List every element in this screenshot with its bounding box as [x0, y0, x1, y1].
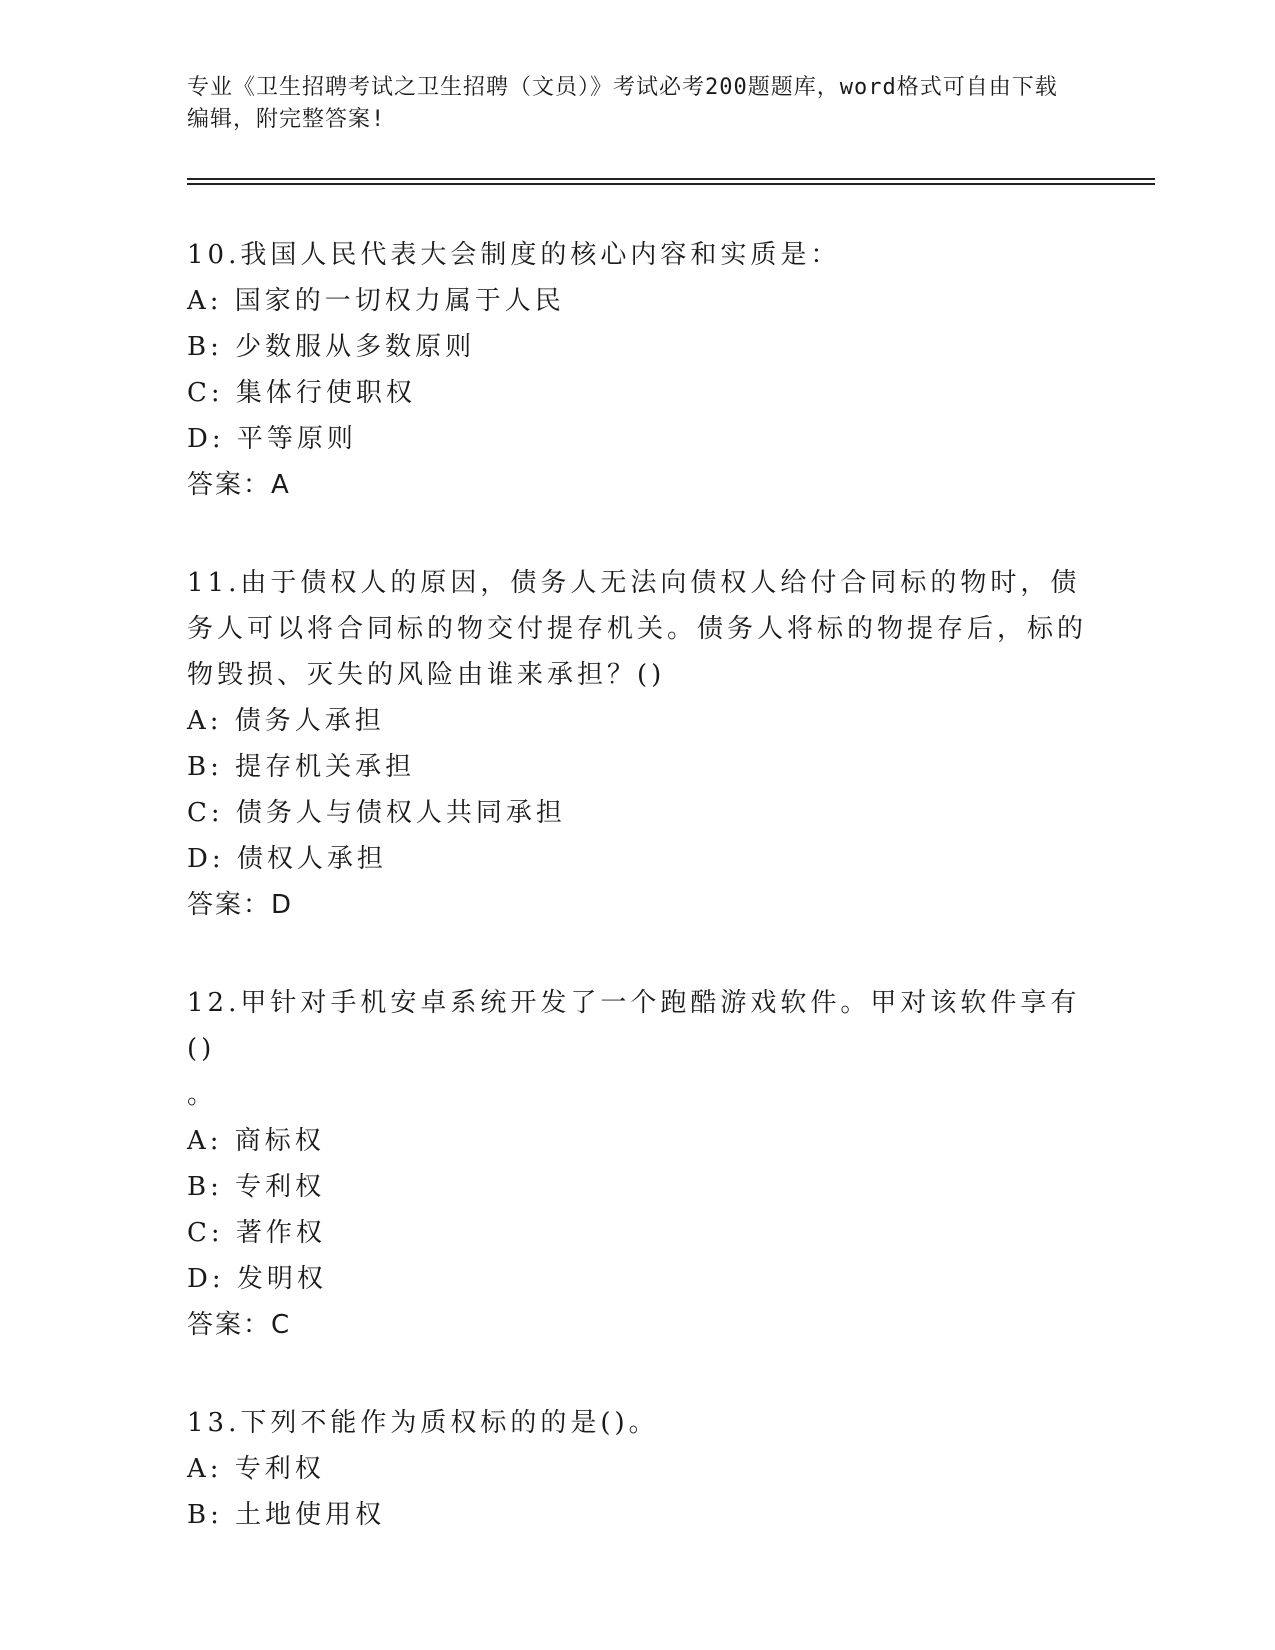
answer: 答案：C [187, 1310, 292, 1340]
question-text: 11.由于债权人的原因，债务人无法向债权人给付合同标的物时，债务人可以将合同标的物交付提存机关。债务人将标的物提存后，标的物毁损、灭失的风险由谁来承担？() [187, 568, 1088, 690]
question-13 [187, 1400, 1087, 1538]
header-rule-top [187, 178, 1155, 180]
option-a: A: 专利权 [187, 1454, 325, 1484]
option-b: B: 土地使用权 [187, 1500, 386, 1530]
answer: 答案：D [187, 890, 294, 920]
option-a: A: 商标权 [187, 1126, 325, 1156]
question-list [187, 232, 1087, 1590]
option-d: D: 债权人承担 [187, 844, 387, 874]
option-d: D: 平等原则 [187, 424, 357, 454]
option-c: C: 集体行使职权 [187, 378, 416, 408]
option-c: C: 著作权 [187, 1218, 326, 1248]
question-12 [187, 980, 1087, 1348]
option-b: B: 少数服从多数原则 [187, 332, 476, 362]
question-text: 10.我国人民代表大会制度的核心内容和实质是： [187, 240, 841, 270]
header-rule-bottom [187, 183, 1155, 185]
answer: 答案：A [187, 470, 291, 500]
option-a: A: 债务人承担 [187, 706, 385, 736]
question-text: 13.下列不能作为质权标的的是()。 [187, 1408, 659, 1438]
option-b: B: 提存机关承担 [187, 752, 416, 782]
option-c: C: 债务人与债权人共同承担 [187, 798, 566, 828]
option-b: B: 专利权 [187, 1172, 326, 1202]
question-11 [187, 560, 1087, 928]
option-a: A: 国家的一切权力属于人民 [187, 286, 565, 316]
option-d: D: 发明权 [187, 1264, 327, 1294]
document-header: 专业《卫生招聘考试之卫生招聘（文员）》考试必考200题题库，word格式可自由下载编辑，附完整答案! [187, 75, 1058, 132]
question-10 [187, 232, 1087, 508]
question-text: 12.甲针对手机安卓系统开发了一个跑酷游戏软件。甲对该软件享有() 。 [187, 988, 1081, 1110]
